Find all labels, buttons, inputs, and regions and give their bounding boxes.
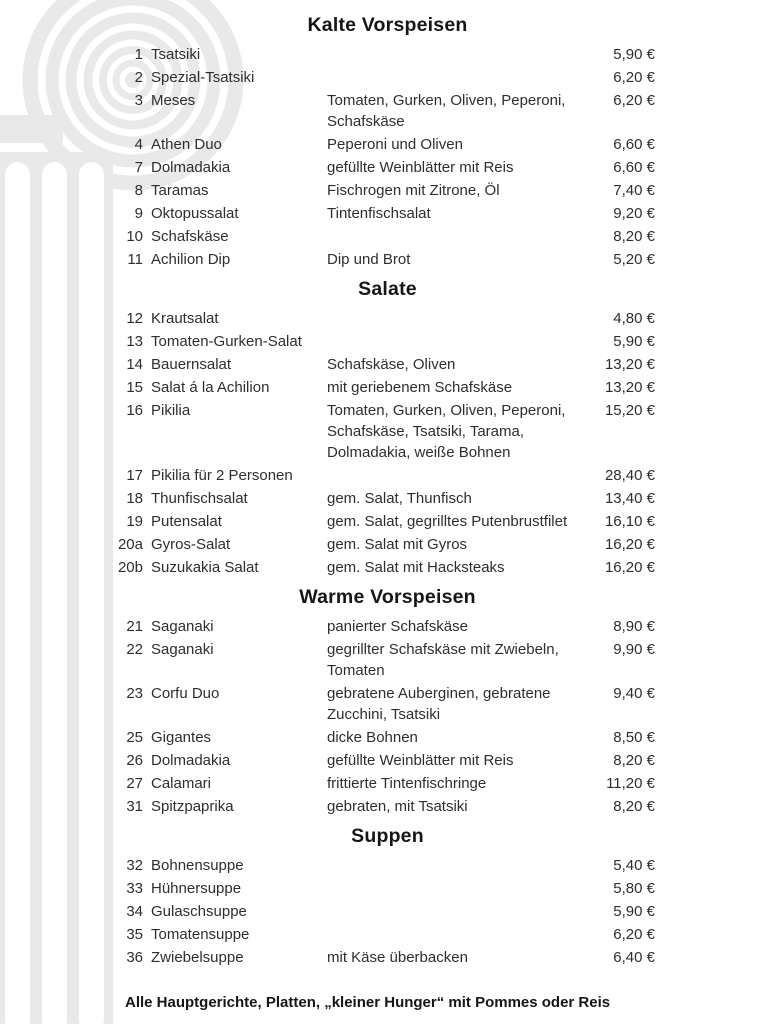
item-number: 14 xyxy=(126,356,143,373)
menu-item-row xyxy=(0,616,775,637)
item-description: Dip und Brot xyxy=(327,251,411,268)
menu-item-row xyxy=(0,400,775,463)
item-price: 16,20 € xyxy=(604,559,655,576)
item-name: Gyros-Salat xyxy=(151,536,231,553)
menu-item-row xyxy=(0,377,775,398)
item-description: gefüllte Weinblätter mit Reis xyxy=(327,159,514,176)
item-number: 18 xyxy=(126,490,143,507)
menu-item-row xyxy=(0,180,775,201)
item-description xyxy=(327,855,593,876)
item-price: 5,90 € xyxy=(613,903,655,920)
menu-item-row xyxy=(0,331,775,352)
item-number: 20b xyxy=(117,559,143,576)
item-price: 15,20 € xyxy=(604,402,655,419)
item-price: 5,90 € xyxy=(613,46,655,63)
menu-section xyxy=(0,584,775,817)
item-name: Krautsalat xyxy=(151,310,219,327)
item-description xyxy=(327,465,593,486)
item-number: 34 xyxy=(126,903,143,920)
section-title: Warme Vorspeisen xyxy=(299,586,476,608)
item-number: 10 xyxy=(126,228,143,245)
item-name: Corfu Duo xyxy=(151,685,220,702)
item-name: Gigantes xyxy=(151,729,212,746)
item-description: Tomaten, Gurken, Oliven, Peperoni, Schafskäse, Tsatsiki, Tarama, Dolmadakia, weiße Bohnen xyxy=(327,402,566,461)
item-description xyxy=(327,308,593,329)
menu-item-row xyxy=(0,947,775,968)
menu-item-row xyxy=(0,878,775,899)
item-number: 19 xyxy=(126,513,143,530)
menu-item-row xyxy=(0,465,775,486)
menu-item-row xyxy=(0,67,775,88)
item-name: Meses xyxy=(151,92,196,109)
section-title: Kalte Vorspeisen xyxy=(307,14,468,36)
item-price: 6,40 € xyxy=(613,949,655,966)
menu-item-row xyxy=(0,511,775,532)
section-title: Salate xyxy=(358,278,417,300)
item-description: gebraten, mit Tsatsiki xyxy=(327,798,468,815)
item-name: Dolmadakia xyxy=(151,159,231,176)
item-price: 9,40 € xyxy=(613,685,655,702)
item-number: 26 xyxy=(126,752,143,769)
menu-item-row xyxy=(0,639,775,681)
item-number: 1 xyxy=(134,46,143,63)
item-price: 6,20 € xyxy=(613,69,655,86)
item-price: 8,20 € xyxy=(613,228,655,245)
item-number: 13 xyxy=(126,333,143,350)
item-number: 9 xyxy=(134,205,143,222)
menu-item-row xyxy=(0,488,775,509)
item-number: 20a xyxy=(117,536,143,553)
menu-item-row xyxy=(0,534,775,555)
item-name: Bohnensuppe xyxy=(151,857,244,874)
menu-sections xyxy=(0,12,775,968)
item-price: 5,80 € xyxy=(613,880,655,897)
item-number: 8 xyxy=(134,182,143,199)
item-number: 22 xyxy=(126,641,143,658)
item-name: Taramas xyxy=(151,182,209,199)
item-number: 2 xyxy=(134,69,143,86)
menu-item-row xyxy=(0,308,775,329)
menu-item-row xyxy=(0,226,775,247)
item-number: 3 xyxy=(134,92,143,109)
item-number: 15 xyxy=(126,379,143,396)
item-name: Salat á la Achilion xyxy=(151,379,270,396)
footer-note: Alle Hauptgerichte, Platten, „kleiner Hunger“ mit Pommes oder Reis xyxy=(125,994,611,1011)
item-price: 5,90 € xyxy=(613,333,655,350)
item-price: 9,20 € xyxy=(613,205,655,222)
item-description: mit geriebenem Schafskäse xyxy=(327,379,513,396)
item-number: 33 xyxy=(126,880,143,897)
item-number: 36 xyxy=(126,949,143,966)
item-number: 21 xyxy=(126,618,143,635)
menu-item-row xyxy=(0,249,775,270)
item-description: gefüllte Weinblätter mit Reis xyxy=(327,752,514,769)
item-name: Thunfischsalat xyxy=(151,490,248,507)
item-number: 17 xyxy=(126,467,143,484)
item-name: Tsatsiki xyxy=(151,46,201,63)
item-number: 23 xyxy=(126,685,143,702)
item-price: 9,90 € xyxy=(613,641,655,658)
item-description xyxy=(327,901,593,922)
item-description: gem. Salat mit Gyros xyxy=(327,536,468,553)
item-price: 11,20 € xyxy=(606,775,655,792)
item-description: gem. Salat, Thunfisch xyxy=(327,490,472,507)
item-name: Bauernsalat xyxy=(151,356,232,373)
item-name: Zwiebelsuppe xyxy=(151,949,244,966)
item-number: 16 xyxy=(126,402,143,419)
item-description: Tintenfischsalat xyxy=(327,205,431,222)
item-price: 6,60 € xyxy=(613,159,655,176)
item-number: 12 xyxy=(126,310,143,327)
item-price: 13,20 € xyxy=(604,356,655,373)
item-name: Suzukakia Salat xyxy=(151,559,259,576)
item-price: 16,10 € xyxy=(604,513,655,530)
item-price: 6,60 € xyxy=(613,136,655,153)
item-price: 7,40 € xyxy=(613,182,655,199)
menu-item-row xyxy=(0,773,775,794)
item-description: Peperoni und Oliven xyxy=(327,136,463,153)
section-title: Suppen xyxy=(351,825,424,847)
item-price: 28,40 € xyxy=(604,467,655,484)
item-number: 35 xyxy=(126,926,143,943)
item-description: mit Käse überbacken xyxy=(327,949,468,966)
item-number: 31 xyxy=(126,798,143,815)
menu-item-row xyxy=(0,44,775,65)
item-name: Pikilia für 2 Personen xyxy=(151,467,293,484)
menu-item-row xyxy=(0,683,775,725)
item-name: Tomatensuppe xyxy=(151,926,250,943)
menu-item-row xyxy=(0,354,775,375)
item-price: 4,80 € xyxy=(613,310,655,327)
menu-item-row xyxy=(0,727,775,748)
item-price: 13,20 € xyxy=(604,379,655,396)
item-price: 6,20 € xyxy=(613,926,655,943)
item-description xyxy=(327,67,593,88)
menu-item-row xyxy=(0,901,775,922)
item-price: 8,20 € xyxy=(613,798,655,815)
item-description xyxy=(327,331,593,352)
item-description: dicke Bohnen xyxy=(327,729,418,746)
item-name: Saganaki xyxy=(151,641,214,658)
item-name: Dolmadakia xyxy=(151,752,231,769)
menu-item-row xyxy=(0,90,775,132)
item-description xyxy=(327,226,593,247)
item-name: Athen Duo xyxy=(151,136,222,153)
item-description xyxy=(327,44,593,65)
item-name: Spezial-Tsatsiki xyxy=(151,69,255,86)
item-price: 8,50 € xyxy=(613,729,655,746)
item-description: gem. Salat mit Hacksteaks xyxy=(327,559,505,576)
item-price: 16,20 € xyxy=(604,536,655,553)
item-description: Fischrogen mit Zitrone, Öl xyxy=(327,182,500,199)
item-description: Schafskäse, Oliven xyxy=(327,356,456,373)
item-description: gebratene Auberginen, gebratene Zucchini, Tsatsiki xyxy=(327,685,551,723)
menu-item-row xyxy=(0,796,775,817)
item-name: Pikilia xyxy=(151,402,191,419)
menu-item-row xyxy=(0,750,775,771)
item-number: 4 xyxy=(134,136,143,153)
item-number: 25 xyxy=(126,729,143,746)
item-description: Tomaten, Gurken, Oliven, Peperoni, Schafskäse xyxy=(327,92,566,130)
item-name: Saganaki xyxy=(151,618,214,635)
item-description: gegrillter Schafskäse mit Zwiebeln, Tomaten xyxy=(327,641,559,679)
item-description: gem. Salat, gegrilltes Putenbrustfilet xyxy=(327,513,568,530)
item-number: 27 xyxy=(126,775,143,792)
menu-section xyxy=(0,823,775,968)
item-name: Spitzpaprika xyxy=(151,798,234,815)
item-name: Oktopussalat xyxy=(151,205,239,222)
menu-item-row xyxy=(0,203,775,224)
item-number: 11 xyxy=(127,251,143,268)
menu-item-row xyxy=(0,134,775,155)
item-description xyxy=(327,924,593,945)
item-description: panierter Schafskäse xyxy=(327,618,468,635)
item-number: 7 xyxy=(134,159,143,176)
item-name: Putensalat xyxy=(151,513,222,530)
item-price: 8,20 € xyxy=(613,752,655,769)
menu-section xyxy=(0,276,775,578)
item-price: 5,20 € xyxy=(613,251,655,268)
item-description xyxy=(327,878,593,899)
item-price: 8,90 € xyxy=(613,618,655,635)
menu-item-row xyxy=(0,855,775,876)
item-name: Schafskäse xyxy=(151,228,229,245)
item-price: 5,40 € xyxy=(613,857,655,874)
item-description: frittierte Tintenfischringe xyxy=(327,775,487,792)
item-name: Tomaten-Gurken-Salat xyxy=(151,333,302,350)
item-name: Hühnersuppe xyxy=(151,880,242,897)
menu-item-row xyxy=(0,924,775,945)
item-name: Achilion Dip xyxy=(151,251,231,268)
menu-item-row xyxy=(0,157,775,178)
item-name: Gulaschsuppe xyxy=(151,903,247,920)
item-price: 13,40 € xyxy=(604,490,655,507)
item-number: 32 xyxy=(126,857,143,874)
item-name: Calamari xyxy=(151,775,212,792)
item-price: 6,20 € xyxy=(613,92,655,109)
menu-section xyxy=(0,12,775,270)
menu-item-row xyxy=(0,557,775,578)
